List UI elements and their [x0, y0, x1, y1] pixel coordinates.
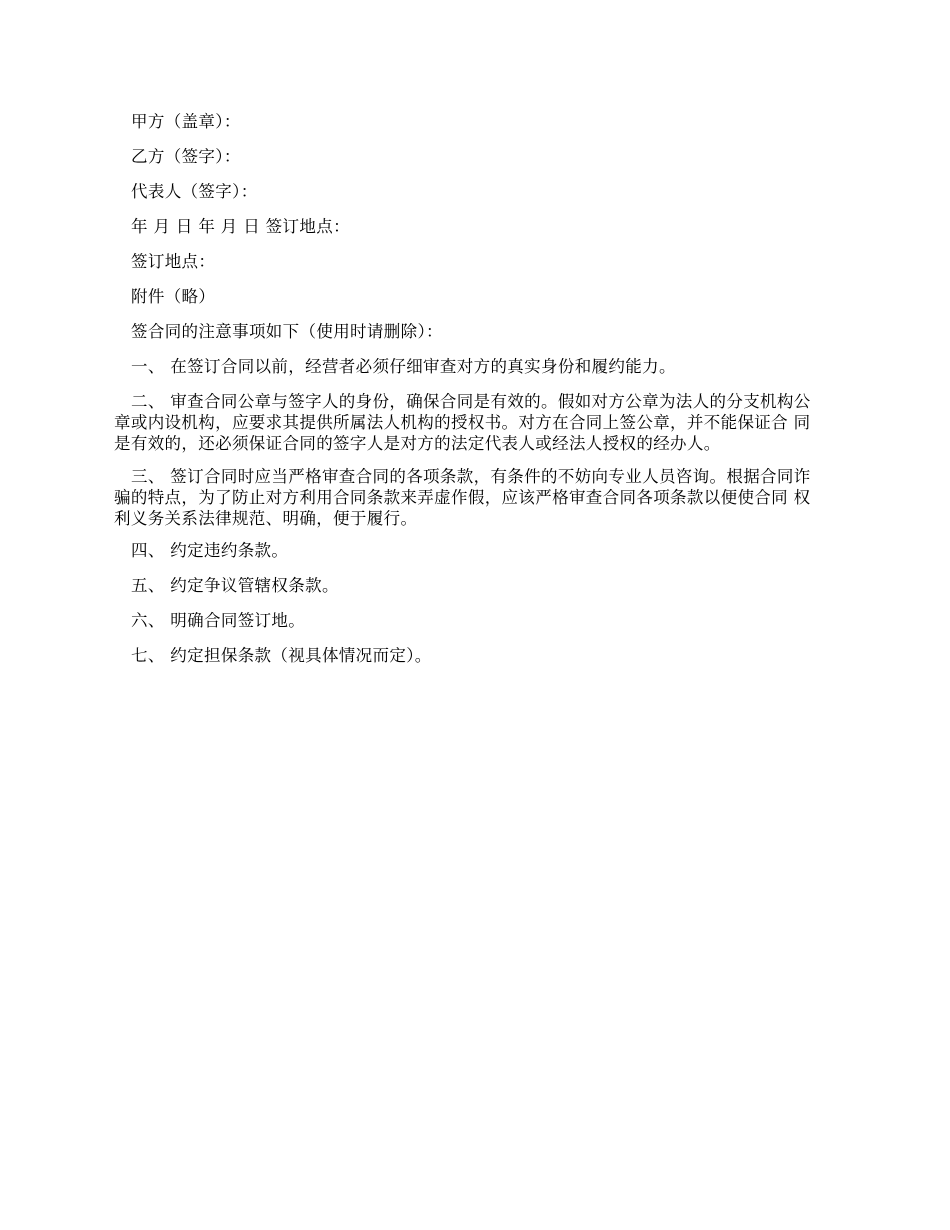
- party-a-line: 甲方（盖章）：: [131, 112, 241, 131]
- party-b-line: 乙方（签字）：: [131, 147, 241, 166]
- signing-place-line: 签订地点：: [131, 252, 216, 271]
- document-body: [114, 111, 826, 680]
- notes-heading: 签合同的注意事项如下（使用时请删除）：: [131, 322, 443, 341]
- representative-line: 代表人（签字）：: [131, 182, 258, 201]
- note-item-2: 二、 审查合同公章与签字人的身份，确保合同是有效的。假如对方公章为法人的分支机构公 章或内设机构，应要求其提供所属法人机构的授权书。对方在合同上签公章，并不能保证合 同是有效的，还必须保证合同的签字人是对方的法定代表人或经法人授权的经办人。: [114, 392, 811, 453]
- note-item-6: 六、 明确合同签订地。: [131, 611, 306, 630]
- note-item-4: 四、 约定违约条款。: [131, 541, 289, 560]
- note-item-5: 五、 约定争议管辖权条款。: [131, 576, 339, 595]
- attachment-line: 附件（略）: [131, 287, 216, 306]
- note-item-7: 七、 约定担保条款（视具体情况而定）。: [131, 646, 432, 665]
- note-item-3: 三、 签订合同时应当严格审查合同的各项条款，有条件的不妨向专业人员咨询。根据合同诈 骗的特点，为了防止对方利用合同条款来弄虚作假，应该严格审查合同各项条款以便使合同 权利义务关系法律规范、明确，便于履行。: [114, 466, 811, 528]
- note-item-1: 一、 在签订合同以前，经营者必须仔细审查对方的真实身份和履约能力。: [131, 357, 676, 376]
- date-place-line: 年 月 日 年 月 日 签订地点：: [131, 217, 350, 236]
